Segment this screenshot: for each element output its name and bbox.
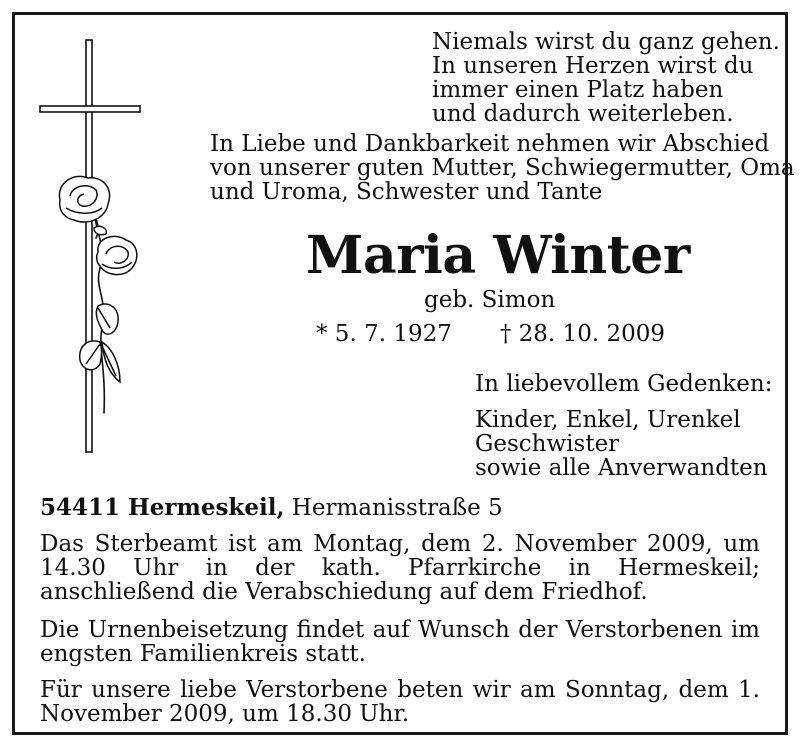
death-date: † 28. 10. 2009	[499, 321, 665, 347]
quote-line: und dadurch weiterleben.	[432, 101, 734, 127]
mourners-list	[475, 408, 768, 480]
mourner-line: Kinder, Enkel, Urenkel	[475, 407, 741, 433]
urn-burial-paragraph: Die Urnenbeisetzung findet auf Wunsch der Verstorbenen im engsten Familienkreis statt.	[40, 617, 760, 667]
deceased-name: Maria Winter	[306, 225, 690, 286]
quote	[432, 30, 780, 126]
address	[40, 496, 503, 520]
quote-line: Niemals wirst du ganz gehen.	[432, 29, 780, 55]
birth-date: * 5. 7. 1927	[316, 321, 452, 347]
intro-line: und Uroma, Schwester und Tante	[210, 179, 603, 205]
life-dates	[316, 322, 665, 346]
address-city: 54411 Hermeskeil,	[40, 494, 285, 521]
address-street: Hermanisstraße 5	[291, 495, 503, 521]
mourner-line: Geschwister	[475, 431, 620, 457]
mourner-line: sowie alle Anverwandten	[475, 455, 768, 481]
funeral-mass-paragraph: Das Sterbeamt ist am Montag, dem 2. November 2009, um 14.30 Uhr in der kath. Pfarrkirche in Hermeskeil; anschließend die Verabschiedung auf dem Friedhof.	[40, 531, 760, 605]
quote-line: In unseren Herzen wirst du	[432, 53, 754, 79]
intro-text	[210, 132, 795, 204]
mourners-heading: In liebevollem Gedenken:	[475, 371, 773, 397]
cross-with-roses-icon	[36, 38, 146, 458]
maiden-name: geb. Simon	[424, 287, 556, 313]
quote-line: immer einen Platz haben	[432, 77, 724, 103]
intro-line: von unserer guten Mutter, Schwiegermutter, Oma	[210, 155, 795, 181]
intro-line: In Liebe und Dankbarkeit nehmen wir Abschied	[210, 131, 770, 157]
prayer-paragraph: Für unsere liebe Verstorbene beten wir am Sonntag, dem 1. November 2009, um 18.30 Uhr.	[40, 677, 760, 727]
